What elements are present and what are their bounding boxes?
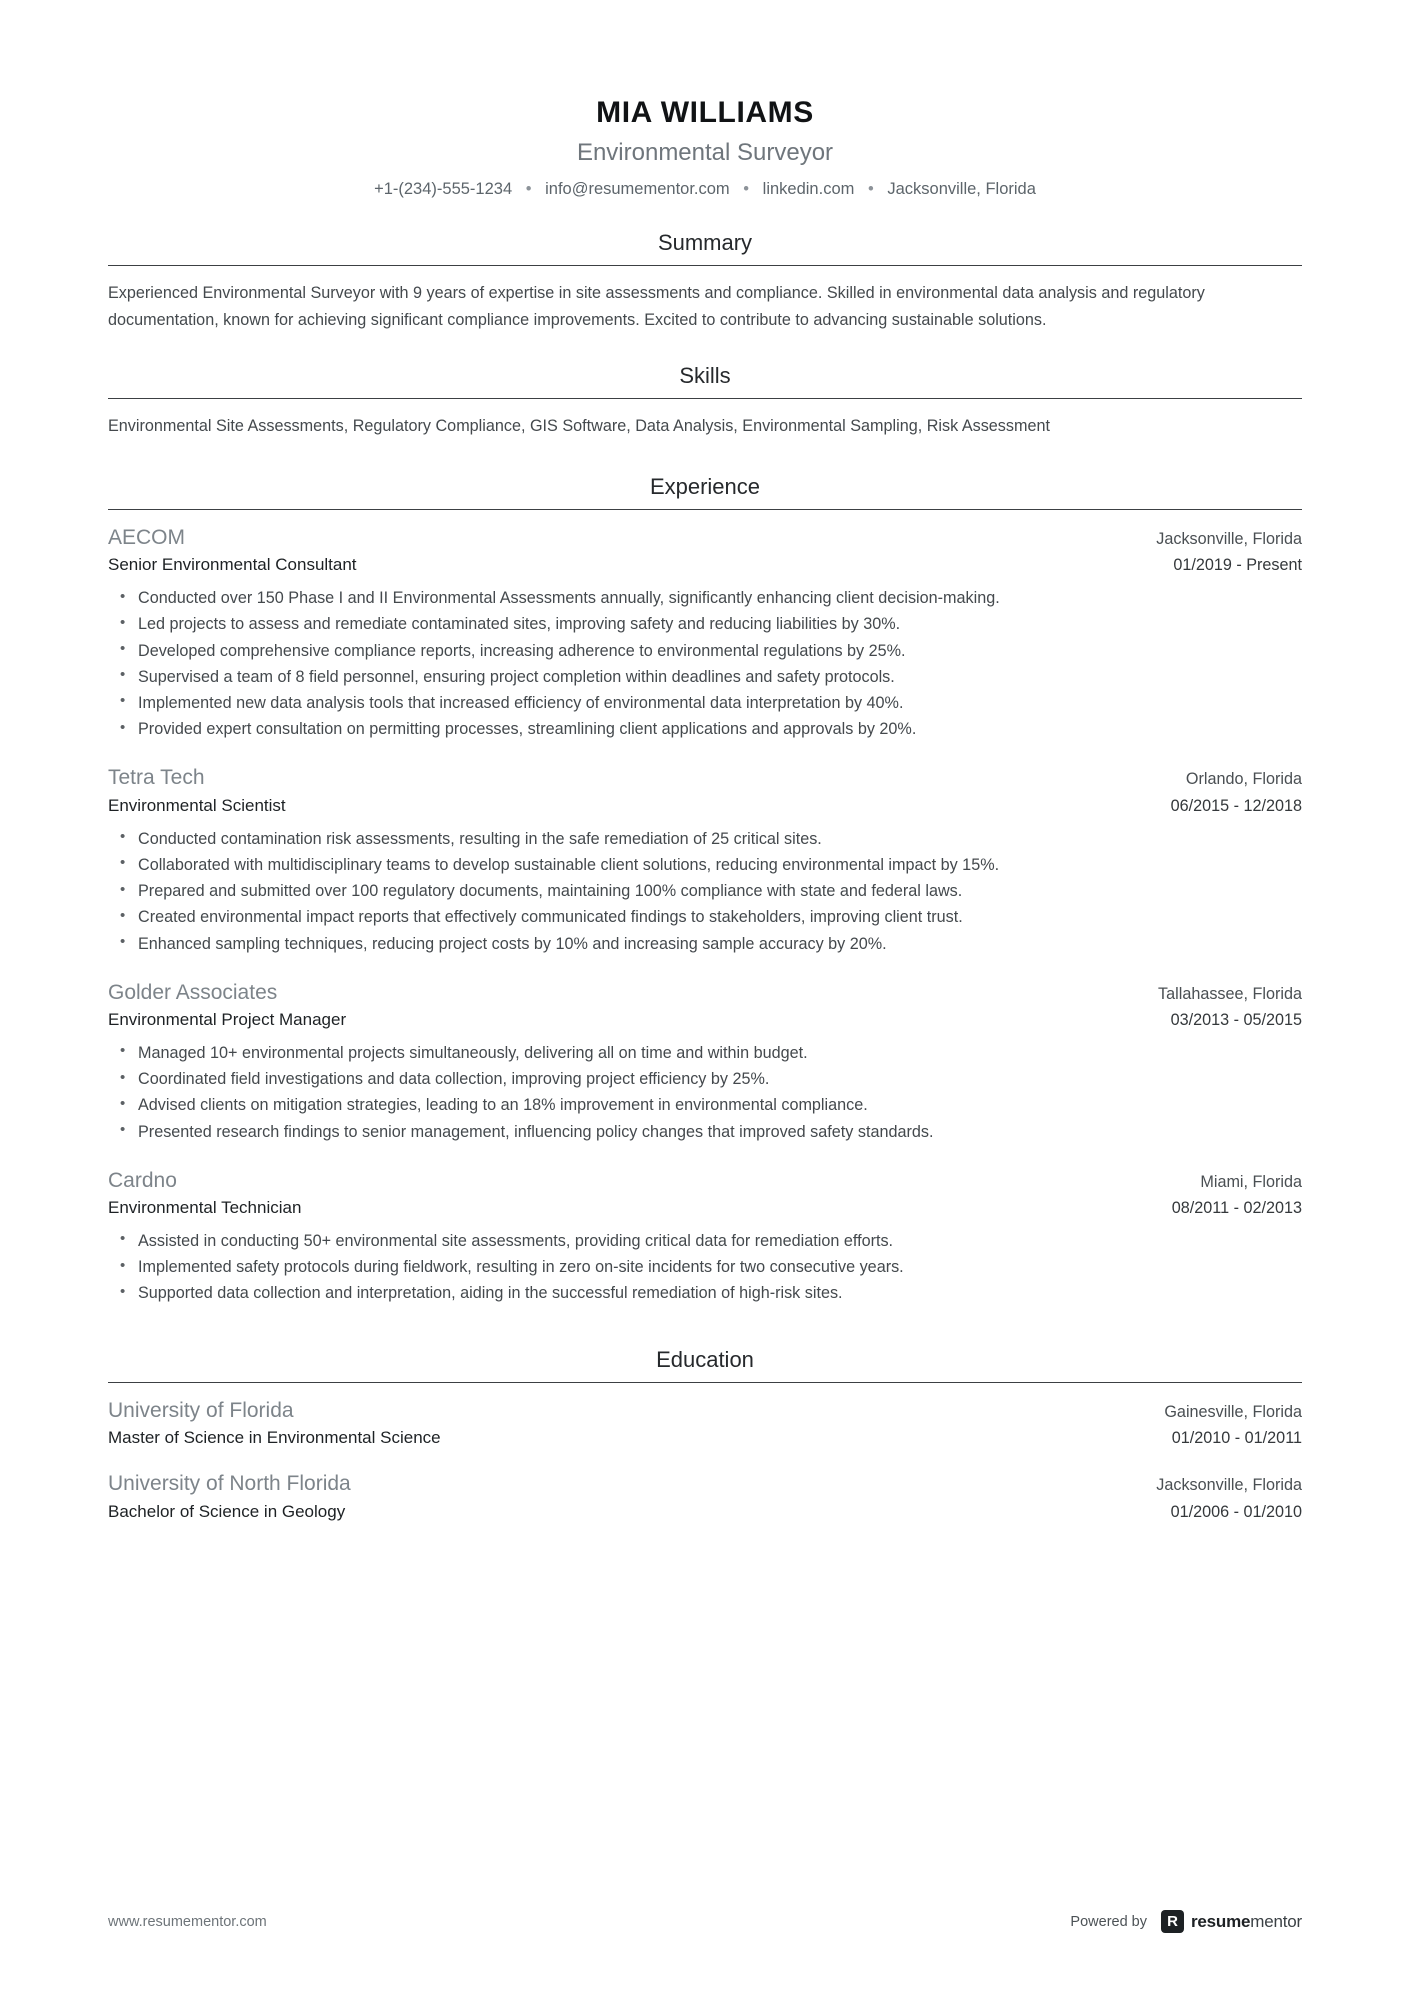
list-item: • Provided expert consultation on permitting processes, streamlining client applications and approvals by 20%.	[108, 716, 1302, 742]
job-bullets	[108, 1228, 1302, 1307]
school-name: University of Florida	[108, 1399, 294, 1423]
candidate-job-title: Environmental Surveyor	[576, 139, 834, 166]
education-entry-subheader	[108, 1426, 1302, 1450]
experience-entry-header	[108, 524, 1302, 552]
experience-entry-subheader	[108, 794, 1302, 818]
school-location: Jacksonville, Florida	[1156, 1476, 1302, 1495]
job-dates: 06/2015 - 12/2018	[1170, 796, 1302, 815]
job-dates: 03/2013 - 05/2015	[1170, 1011, 1302, 1030]
list-item: • Presented research findings to senior management, influencing policy changes that improved safety standards.	[108, 1119, 1302, 1145]
job-role: Environmental Technician	[108, 1198, 302, 1218]
company-location: Tallahassee, Florida	[1158, 984, 1302, 1003]
list-item: • Enhanced sampling techniques, reducing project costs by 10% and increasing sample accuracy by 20%.	[108, 931, 1302, 957]
job-bullets	[108, 826, 1302, 957]
contact-linkedin[interactable]: linkedin.com	[762, 179, 855, 198]
experience-section	[108, 474, 1302, 1307]
degree-name: Bachelor of Science in Geology	[108, 1501, 346, 1521]
list-item: • Developed comprehensive compliance reports, increasing adherence to environmental regulations by 25%.	[108, 638, 1302, 664]
list-item: • Supported data collection and interpretation, aiding in the successful remediation of high-risk sites.	[108, 1280, 1302, 1306]
education-section	[108, 1347, 1302, 1524]
list-item: • Advised clients on mitigation strategies, leading to an 18% improvement in environmental compliance.	[108, 1092, 1302, 1118]
company-name: Golder Associates	[108, 980, 278, 1004]
experience-entry-subheader	[108, 1008, 1302, 1032]
resume-header	[108, 0, 1302, 200]
company-name: Cardno	[108, 1168, 177, 1192]
contact-separator: •	[743, 179, 750, 198]
list-item: • Created environmental impact reports that effectively communicated findings to stakeholders, improving client trust.	[108, 904, 1302, 930]
powered-by-label: Powered by	[1070, 1913, 1147, 1930]
summary-heading: Summary	[657, 230, 753, 256]
education-entry	[108, 1470, 1302, 1523]
section-divider	[108, 1382, 1302, 1383]
list-item: • Managed 10+ environmental projects simultaneously, delivering all on time and within budget.	[108, 1040, 1302, 1066]
experience-entry-header	[108, 764, 1302, 792]
education-entry-header	[108, 1470, 1302, 1498]
list-item: • Assisted in conducting 50+ environmental site assessments, providing critical data for remediation efforts.	[108, 1228, 1302, 1254]
job-bullets	[108, 1040, 1302, 1145]
degree-dates: 01/2010 - 01/2011	[1171, 1429, 1302, 1448]
experience-entry	[108, 764, 1302, 956]
footer-website-url[interactable]: www.resumementor.com	[108, 1913, 267, 1930]
list-item: • Implemented safety protocols during fieldwork, resulting in zero on-site incidents for two consecutive years.	[108, 1254, 1302, 1280]
experience-entry	[108, 1167, 1302, 1307]
experience-entry	[108, 524, 1302, 743]
job-dates: 08/2011 - 02/2013	[1171, 1199, 1302, 1218]
company-location: Jacksonville, Florida	[1156, 529, 1302, 548]
school-name: University of North Florida	[108, 1472, 351, 1496]
brand-word-resume: resume	[1191, 1911, 1251, 1931]
company-location: Miami, Florida	[1200, 1172, 1302, 1191]
list-item: • Coordinated field investigations and data collection, improving project efficiency by 25%.	[108, 1066, 1302, 1092]
resumementor-wordmark	[1191, 1912, 1302, 1932]
experience-heading: Experience	[649, 473, 761, 499]
section-divider	[108, 265, 1302, 266]
brand-word-mentor: mentor	[1250, 1911, 1302, 1931]
job-dates: 01/2019 - Present	[1173, 556, 1302, 575]
list-item: • Supervised a team of 8 field personnel, ensuring project completion within deadlines and safety protocols.	[108, 664, 1302, 690]
contact-phone: +1-(234)-555-1234	[374, 179, 513, 198]
summary-section	[108, 230, 1302, 333]
company-name: AECOM	[108, 525, 186, 549]
experience-entry-subheader	[108, 553, 1302, 577]
summary-text: Experienced Environmental Surveyor with 9 years of expertise in site assessments and compliance. Skilled in environmental data analysis and regulatory documentation, known for achieving significant compliance improvements. Excited to contribute to advancing sustainable solutions.	[108, 284, 1205, 329]
degree-name: Master of Science in Environmental Science	[108, 1428, 441, 1448]
section-divider	[108, 398, 1302, 399]
experience-entry-header	[108, 1167, 1302, 1195]
contact-location: Jacksonville, Florida	[887, 179, 1036, 198]
degree-dates: 01/2006 - 01/2010	[1170, 1502, 1302, 1521]
list-item: • Prepared and submitted over 100 regulatory documents, maintaining 100% compliance with state and federal laws.	[108, 878, 1302, 904]
education-entry-subheader	[108, 1500, 1302, 1524]
skills-text: Environmental Site Assessments, Regulatory Compliance, GIS Software, Data Analysis, Environmental Sampling, Risk Assessment	[108, 417, 1050, 436]
candidate-name: MIA WILLIAMS	[596, 96, 814, 129]
education-entry	[108, 1397, 1302, 1450]
experience-entry	[108, 979, 1302, 1145]
education-entry-header	[108, 1397, 1302, 1425]
skills-section	[108, 363, 1302, 440]
school-location: Gainesville, Florida	[1164, 1403, 1302, 1422]
job-role: Senior Environmental Consultant	[108, 555, 357, 575]
contact-separator: •	[867, 179, 874, 198]
contact-email: info@resumementor.com	[545, 179, 730, 198]
skills-heading: Skills	[679, 362, 731, 388]
footer-branding	[1070, 1910, 1302, 1933]
list-item: • Implemented new data analysis tools that increased efficiency of environmental data interpretation by 40%.	[108, 690, 1302, 716]
company-location: Orlando, Florida	[1185, 770, 1302, 789]
page-footer	[108, 1910, 1302, 1933]
job-bullets	[108, 585, 1302, 742]
list-item: • Conducted over 150 Phase I and II Environmental Assessments annually, significantly enhancing client decision-making.	[108, 585, 1302, 611]
job-role: Environmental Project Manager	[108, 1010, 347, 1030]
resumementor-logo	[1161, 1910, 1302, 1933]
education-heading: Education	[656, 1346, 754, 1372]
list-item: • Conducted contamination risk assessments, resulting in the safe remediation of 25 critical sites.	[108, 826, 1302, 852]
job-role: Environmental Scientist	[108, 795, 286, 815]
list-item: • Collaborated with multidisciplinary teams to develop sustainable client solutions, reducing environmental impact by 15%.	[108, 852, 1302, 878]
experience-entry-subheader	[108, 1196, 1302, 1220]
resumementor-mark-icon	[1161, 1910, 1184, 1933]
contact-separator: •	[525, 179, 532, 198]
experience-entry-header	[108, 979, 1302, 1007]
contact-line	[108, 179, 1302, 200]
section-divider	[108, 509, 1302, 510]
list-item: • Led projects to assess and remediate contaminated sites, improving safety and reducing liabilities by 30%.	[108, 611, 1302, 637]
company-name: Tetra Tech	[108, 766, 205, 790]
